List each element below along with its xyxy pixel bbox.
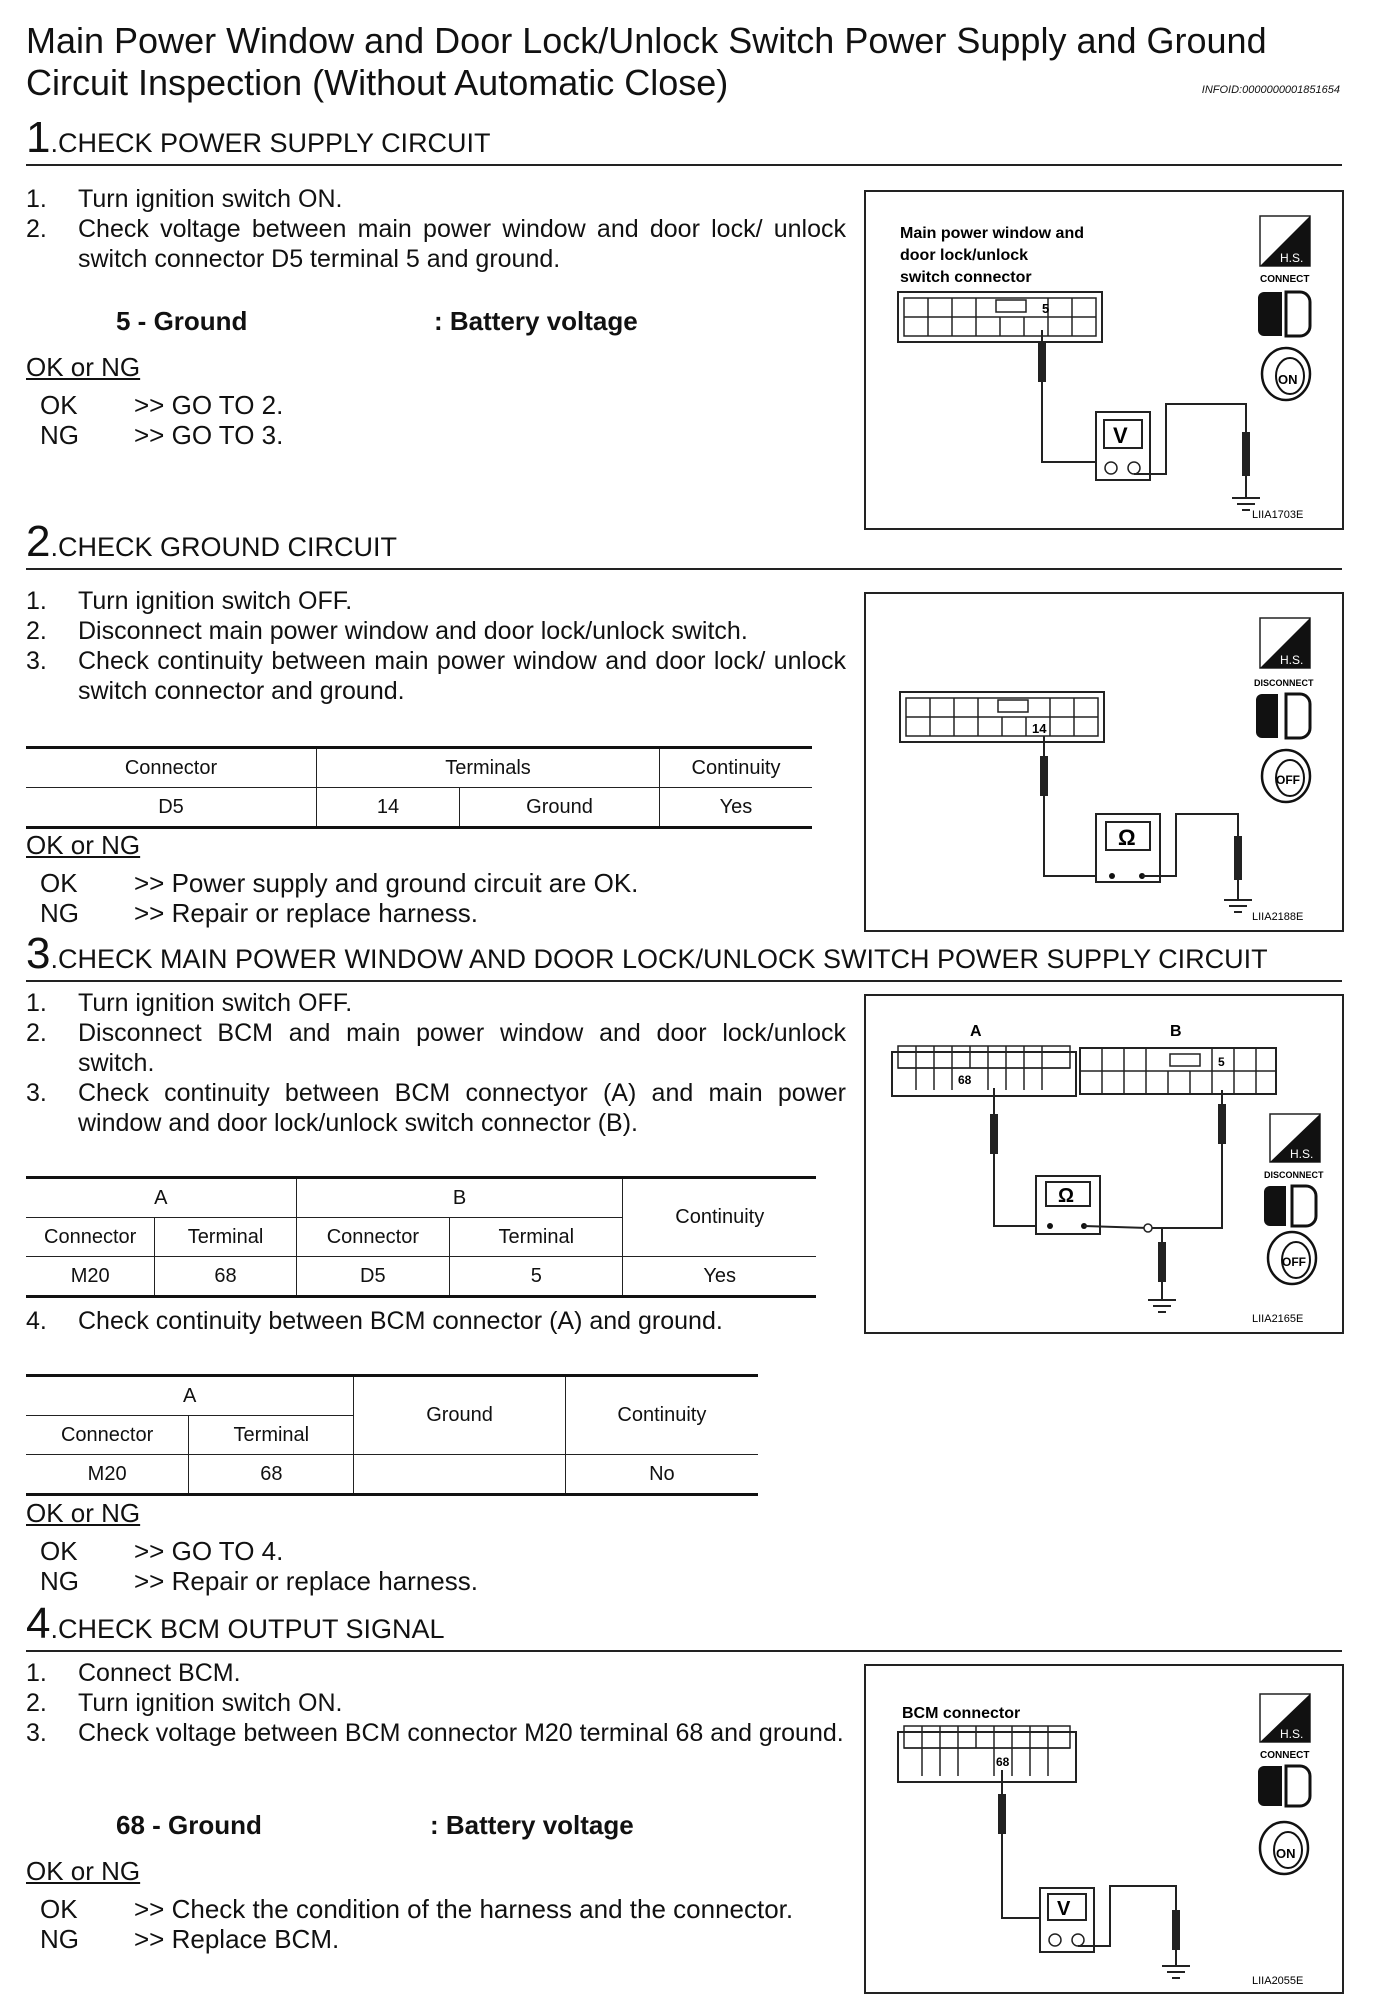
step: 2. Check voltage between main power window and door lock/ unlock switch connector D5 terminal 5 and ground.: [26, 215, 846, 273]
figure-label: switch connector: [900, 269, 1032, 286]
action-label: CONNECT: [1260, 274, 1310, 285]
step: 2. Disconnect main power window and door lock/unlock switch.: [26, 617, 748, 645]
section-number: 2: [26, 517, 51, 566]
table-header: Connector: [26, 748, 317, 788]
action-label: CONNECT: [1260, 1750, 1310, 1761]
voltmeter-icon: [1040, 1888, 1094, 1952]
step: 2. Disconnect BCM and main power window and door lock/unlock switch.: [26, 1019, 846, 1077]
bcm-connector-a: [892, 1046, 1076, 1096]
table-header: Terminal: [450, 1218, 623, 1257]
ground-symbol-icon: [1162, 1966, 1190, 1978]
hs-icon: [1260, 618, 1310, 668]
terminal-number: 68: [958, 1073, 972, 1087]
svg-text:H.S.: H.S.: [1280, 1727, 1304, 1741]
ground-symbol-icon: [1224, 900, 1252, 912]
step: 3. Check continuity between BCM connectyor (A) and main power window and door lock/unlock switch connector (B).: [26, 1079, 846, 1137]
connector-d5: [898, 292, 1102, 342]
figure-label: BCM connector: [902, 1705, 1021, 1722]
section-title: .CHECK MAIN POWER WINDOW AND DOOR LOCK/UNLOCK SWITCH POWER SUPPLY CIRCUIT: [50, 944, 1268, 974]
continuity-table-bcm-switch: [26, 1176, 816, 1298]
ignition-key-icon: [1262, 348, 1310, 400]
hs-icon: [1260, 1694, 1310, 1742]
hs-icon: [1260, 216, 1310, 266]
table-cell: Ground: [460, 788, 660, 828]
connector-b-label: B: [1170, 1023, 1182, 1040]
ok-result: OK >> Power supply and ground circuit are OK.: [40, 868, 639, 898]
table-cell: 14: [317, 788, 460, 828]
continuity-table-ground: [26, 746, 812, 829]
ignition-key-icon: [1268, 1232, 1316, 1284]
step: 3. Check voltage between BCM connector M20 terminal 68 and ground.: [26, 1719, 844, 1747]
voltmeter-icon: [1096, 412, 1150, 480]
figure-label: door lock/unlock: [900, 247, 1029, 264]
figure-voltage-check-bcm: [864, 1664, 1344, 1994]
connector-unplugged-icon: [1256, 694, 1310, 738]
ng-result: NG >> GO TO 3.: [40, 420, 284, 450]
table-cell: No: [565, 1455, 758, 1495]
step: 1. Turn ignition switch ON.: [26, 185, 343, 213]
ignition-key-icon: [1262, 750, 1310, 802]
section-1-heading: [26, 113, 1342, 166]
ok-or-ng-header: OK or NG: [26, 352, 141, 382]
section-4-heading: [26, 1599, 1342, 1652]
table-cell: D5: [296, 1257, 449, 1297]
table-header: Connector: [26, 1416, 189, 1455]
section-number: 3: [26, 929, 51, 978]
terminal-number: 68: [996, 1755, 1010, 1769]
section-number: 4: [26, 1599, 51, 1648]
terminal-number: 5: [1042, 301, 1050, 316]
svg-text:V: V: [1113, 423, 1128, 448]
bcm-connector: [898, 1726, 1076, 1782]
table-cell: M20: [87, 1462, 127, 1485]
continuity-table-bcm-ground: [26, 1374, 758, 1496]
section-title: .CHECK POWER SUPPLY CIRCUIT: [50, 128, 491, 158]
terminal-number: 5: [1218, 1055, 1225, 1069]
action-label: DISCONNECT: [1264, 1170, 1324, 1180]
ok-or-ng-header: OK or NG: [26, 830, 141, 860]
connector-plug-icon: [1258, 292, 1310, 336]
ok-result: OK >> GO TO 4.: [40, 1536, 284, 1566]
svg-text:H.S.: H.S.: [1280, 653, 1304, 667]
table-group-header: B: [296, 1178, 623, 1218]
svg-text:Ω: Ω: [1058, 1185, 1075, 1207]
svg-text:H.S.: H.S.: [1290, 1147, 1314, 1161]
ng-result: NG >> Repair or replace harness.: [40, 898, 478, 928]
page-title: Main Power Window and Door Lock/Unlock Switch Power Supply and Ground Circuit Inspection (Without Automatic Close): [26, 20, 1267, 103]
section-3-heading: [26, 929, 1342, 982]
table-header: Connector: [296, 1218, 449, 1257]
measure-expected: : Battery voltage: [434, 306, 638, 336]
figure-code: LIIA2188E: [1252, 911, 1304, 923]
table-header: Terminal: [189, 1416, 354, 1455]
table-header: Connector: [26, 1218, 155, 1257]
section-number: 1: [26, 113, 51, 162]
figure-code: LIIA2165E: [1252, 1313, 1304, 1325]
step: 1. Connect BCM.: [26, 1659, 241, 1687]
connector-unplugged-icon: [1264, 1186, 1316, 1226]
connector-a-label: A: [970, 1023, 982, 1040]
terminal-number: 14: [1032, 721, 1047, 736]
table-cell: Yes: [623, 1257, 816, 1297]
step: 1. Turn ignition switch OFF.: [26, 989, 353, 1017]
connector-plug-icon: [1258, 1766, 1310, 1806]
table-header: Ground: [354, 1376, 565, 1455]
section-title: .CHECK GROUND CIRCUIT: [50, 532, 397, 562]
table-group-header: A: [26, 1376, 354, 1416]
svg-text:Ω: Ω: [1118, 825, 1136, 850]
ignition-key-icon: [1260, 1822, 1308, 1874]
table-cell: 68: [155, 1257, 296, 1297]
table-header: Continuity: [660, 748, 813, 788]
ground-symbol-icon: [1148, 1300, 1176, 1312]
table-header: Terminals: [317, 748, 660, 788]
ng-result: NG >> Repair or replace harness.: [40, 1566, 478, 1596]
ok-or-ng-header: OK or NG: [26, 1498, 141, 1528]
table-cell: M20: [70, 1264, 110, 1287]
figure-continuity-bcm-switch: [864, 994, 1344, 1334]
action-label: DISCONNECT: [1254, 678, 1314, 688]
step: 1. Turn ignition switch OFF.: [26, 587, 353, 615]
table-cell: 5: [450, 1257, 623, 1297]
step: 2. Turn ignition switch ON.: [26, 1689, 343, 1717]
step: 3. Check continuity between main power window and door lock/ unlock switch connector and ground.: [26, 647, 846, 705]
ng-result: NG >> Replace BCM.: [40, 1924, 340, 1954]
table-cell: Yes: [660, 788, 813, 828]
section-title: .CHECK BCM OUTPUT SIGNAL: [50, 1614, 445, 1644]
table-header: Terminal: [155, 1218, 296, 1257]
ok-result: OK >> Check the condition of the harness and the connector.: [40, 1894, 794, 1924]
table-header: Continuity: [623, 1178, 816, 1257]
table-cell: 68: [189, 1455, 354, 1495]
ohmmeter-icon: [1096, 814, 1160, 882]
section-2-heading: [26, 517, 1342, 570]
svg-text:OFF: OFF: [1276, 773, 1300, 787]
ok-or-ng-header: OK or NG: [26, 1856, 141, 1886]
figure-label: Main power window and: [900, 225, 1084, 242]
svg-text:V: V: [1057, 1898, 1071, 1920]
figure-voltage-check-switch: [864, 190, 1344, 530]
table-header: Continuity: [565, 1376, 758, 1455]
measure-terminals: 5 - Ground: [116, 306, 248, 336]
switch-connector-b: [1080, 1048, 1276, 1094]
svg-text:OFF: OFF: [1282, 1255, 1306, 1269]
figure-continuity-ground: [864, 592, 1344, 932]
table-group-header: A: [26, 1178, 296, 1218]
measure-expected: : Battery voltage: [430, 1810, 634, 1840]
figure-code: LIIA2055E: [1252, 1975, 1304, 1987]
table-cell: D5: [158, 795, 184, 818]
hs-icon: [1270, 1114, 1320, 1162]
svg-text:H.S.: H.S.: [1280, 251, 1304, 265]
info-id: INFOID:0000000001851654: [1201, 84, 1340, 96]
figure-code: LIIA1703E: [1252, 509, 1304, 521]
svg-text:ON: ON: [1278, 372, 1298, 387]
svg-text:ON: ON: [1276, 1846, 1296, 1861]
step: 4. Check continuity between BCM connector (A) and ground.: [26, 1307, 723, 1335]
ok-result: OK >> GO TO 2.: [40, 390, 284, 420]
measure-terminals: 68 - Ground: [116, 1810, 262, 1840]
connector-d5: [900, 692, 1104, 742]
